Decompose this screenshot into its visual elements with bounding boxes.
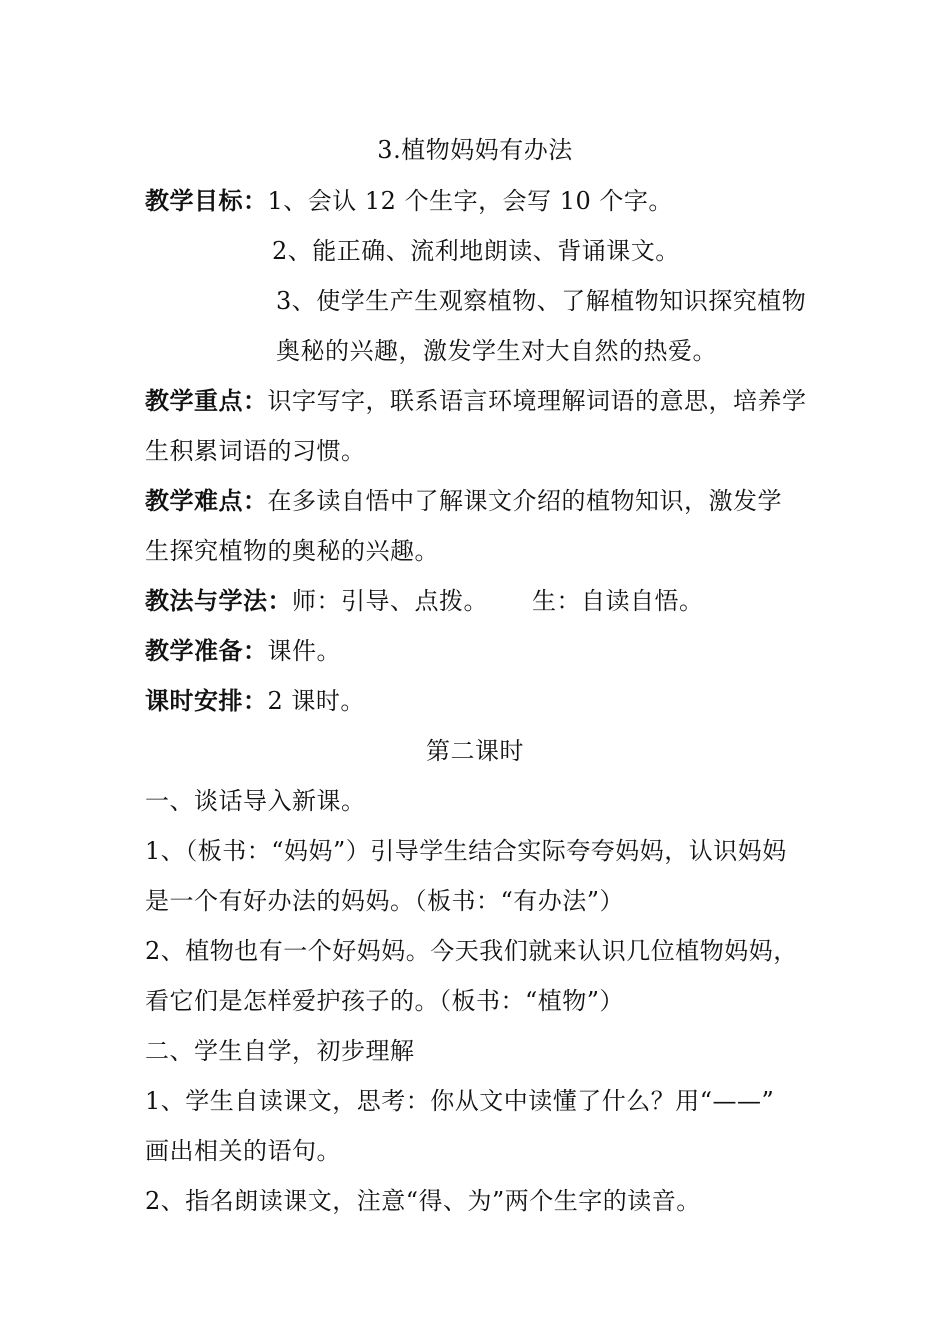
key-points-line-2: 生积累词语的习惯。: [145, 437, 366, 465]
section-1-paragraph-1-line-1: 1、（板书：“妈妈”）引导学生结合实际夸夸妈妈，认识妈妈: [145, 837, 787, 865]
methods-line: [145, 586, 704, 616]
objectives-line-1: [145, 186, 673, 216]
section-2-paragraph-1-line-2: 画出相关的语句。: [145, 1137, 341, 1165]
preparation-label: 教学准备：: [145, 637, 268, 665]
preparation-text: 课件。: [267, 637, 341, 665]
difficulties-label: 教学难点：: [145, 487, 268, 515]
section-2-paragraph-1-line-1: 1、学生自读课文，思考：你从文中读懂了什么？用“——”: [145, 1087, 775, 1115]
difficulties-line-2: 生探究植物的奥秘的兴趣。: [145, 537, 439, 565]
objectives-label: 教学目标：: [145, 187, 268, 215]
section-2-heading: 二、学生自学，初步理解: [145, 1037, 415, 1065]
methods-teacher: 师：引导、点拨。: [292, 587, 488, 615]
section-1-paragraph-1-line-2: 是一个有好办法的妈妈。（板书：“有办法”）: [145, 887, 625, 915]
preparation-line: [145, 636, 341, 666]
objective-item-3-line-2: 奥秘的兴趣，激发学生对大自然的热爱。: [276, 337, 717, 365]
schedule-line: [145, 686, 365, 716]
objective-item-1: 1、会认 12 个生字，会写 10 个字。: [267, 187, 673, 215]
key-points-label: 教学重点：: [145, 387, 268, 415]
page-title: 3.植物妈妈有办法: [377, 136, 573, 164]
section-1-heading: 一、谈话导入新课。: [145, 787, 366, 815]
difficulties-text-1: 在多读自悟中了解课文介绍的植物知识，激发学: [267, 487, 782, 515]
key-points-text-1: 识字写字，联系语言环境理解词语的意思，培养学: [267, 387, 807, 415]
schedule-label: 课时安排：: [145, 687, 268, 715]
methods-label: 教法与学法：: [145, 587, 292, 615]
difficulties-line-1: [145, 486, 782, 516]
objective-item-2: 2、能正确、流利地朗读、背诵课文。: [272, 237, 680, 265]
methods-student: 生：自读自悟。: [532, 587, 704, 615]
schedule-text: 2 课时。: [267, 687, 365, 715]
section-2-paragraph-2: 2、指名朗读课文，注意“得、为”两个生字的读音。: [145, 1187, 701, 1215]
objective-item-3-line-1: 3、使学生产生观察植物、了解植物知识探究植物: [276, 287, 807, 315]
lesson-heading: 第二课时: [426, 737, 524, 765]
key-points-line-1: [145, 386, 807, 416]
section-1-paragraph-2-line-2: 看它们是怎样爱护孩子的。（板书：“植物”）: [145, 987, 625, 1015]
section-1-paragraph-2-line-1: 2、植物也有一个好妈妈。今天我们就来认识几位植物妈妈，: [145, 937, 798, 965]
